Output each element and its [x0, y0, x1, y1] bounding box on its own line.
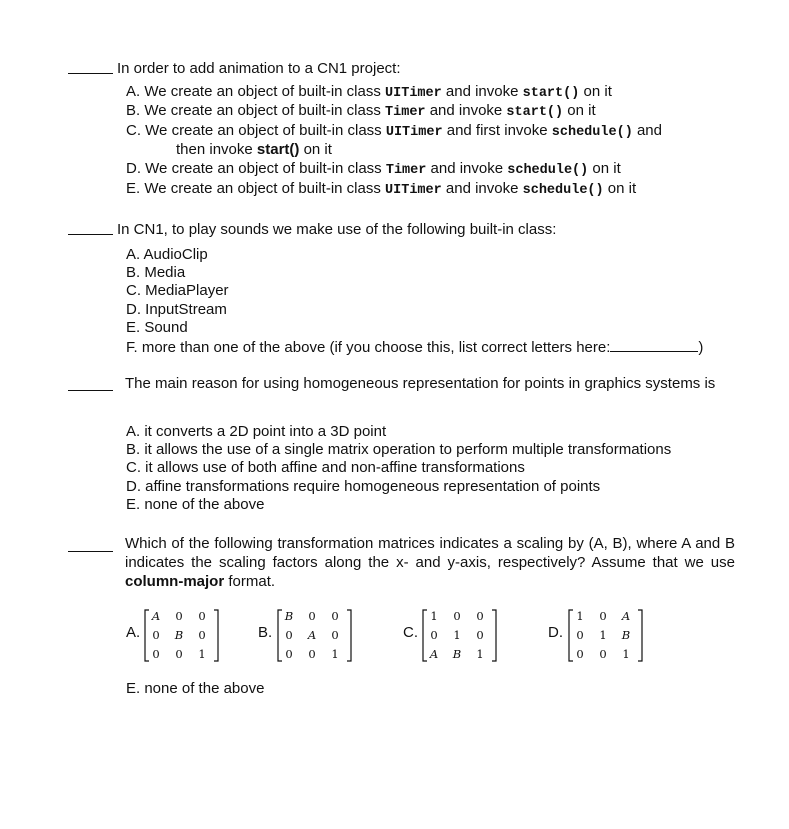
q2-stem: In CN1, to play sounds we make use of the following built-in class:	[117, 221, 557, 238]
matrix-cell: A	[429, 647, 439, 661]
left-bracket	[278, 610, 282, 661]
right-bracket	[638, 610, 642, 661]
q1-option-c: C. We create an object of built-in class UITimer and first invoke schedule() and	[126, 122, 662, 140]
q4-matrix-options: A. A 0 0 0 B 0 0 0 1 B. B 0 0 0 A 0 0 0 1 C. 1 0 0 0 1 0 A B 1 D. 1 0 A 0 1 B 0 0 1	[0, 606, 789, 666]
matrix-cell: 0	[576, 628, 584, 642]
matrix-cell: 0	[599, 609, 607, 623]
matrix-a-grid	[142, 606, 228, 666]
matrix-cell: B	[452, 647, 462, 661]
matrix-cell: 0	[198, 609, 206, 623]
right-bracket	[492, 610, 496, 661]
q3-stem: The main reason for using homogeneous representation for points in graphics systems is	[125, 375, 716, 392]
matrix-cell: 0	[476, 628, 484, 642]
q1-stem: In order to add animation to a CN1 project:	[117, 60, 401, 77]
q3-option-b: B. it allows the use of a single matrix operation to perform multiple transformations	[126, 441, 672, 458]
q4-stem: Which of the following transformation matrices indicates a scaling by (A, B), where A and B indicates the scaling factors along the x- and y-axis, respectively? Assume that we use column-major format.	[125, 535, 735, 590]
q2-option-a: A. AudioClip	[126, 246, 208, 263]
matrix-d-grid	[566, 606, 652, 666]
right-bracket	[214, 610, 218, 661]
matrix-cell: A	[307, 628, 317, 642]
q1-option-a: A. We create an object of built-in class UITimer and invoke start() on it	[126, 83, 612, 101]
matrix-cell: 0	[152, 628, 160, 642]
q2-option-e: E. Sound	[126, 319, 188, 336]
matrix-cell: 0	[308, 609, 316, 623]
matrix-cell: 0	[576, 647, 584, 661]
matrix-cell: A	[151, 609, 161, 623]
left-bracket	[569, 610, 573, 661]
matrix-cell: 1	[331, 647, 339, 661]
matrix-cell: 0	[331, 628, 339, 642]
matrix-c-grid	[420, 606, 506, 666]
matrix-b-grid	[275, 606, 361, 666]
q4-option-e: E. none of the above	[126, 680, 265, 697]
q2-option-c: C. MediaPlayer	[126, 282, 229, 299]
matrix-cell: B	[174, 628, 184, 642]
matrix-cell: 0	[453, 609, 461, 623]
matrix-cell: 1	[576, 609, 584, 623]
q2-option-d: D. InputStream	[126, 301, 227, 318]
matrix-cell: 0	[599, 647, 607, 661]
left-bracket	[145, 610, 149, 661]
matrix-cell: 1	[453, 628, 461, 642]
matrix-cell: 1	[476, 647, 484, 661]
left-bracket	[423, 610, 427, 661]
q2-option-b: B. Media	[126, 264, 186, 281]
right-bracket	[347, 610, 351, 661]
q3-option-d: D. affine transformations require homogeneous representation of points	[126, 478, 601, 495]
q1-option-e: E. We create an object of built-in class UITimer and invoke schedule() on it	[126, 180, 637, 198]
matrix-cell: 0	[152, 647, 160, 661]
q2-option-f: F. more than one of the above (if you choose this, list correct letters here: )	[126, 339, 704, 356]
matrix-cell: 1	[599, 628, 607, 642]
matrix-cell: 0	[175, 609, 183, 623]
answer-blank-q2[interactable]	[68, 234, 113, 235]
q3-option-e: E. none of the above	[126, 496, 265, 513]
answer-blank-q1[interactable]	[68, 73, 113, 74]
matrix-cell: 0	[285, 628, 293, 642]
q1-option-c-continued: then invoke start() on it	[176, 141, 332, 158]
matrix-cell: 0	[430, 628, 438, 642]
letters-blank[interactable]	[610, 338, 698, 352]
q3-option-a: A. it converts a 2D point into a 3D point	[126, 423, 387, 440]
matrix-cell: 0	[285, 647, 293, 661]
matrix-cell: B	[621, 628, 631, 642]
matrix-cell: 0	[331, 609, 339, 623]
matrix-cell: 0	[175, 647, 183, 661]
matrix-cell: 1	[430, 609, 438, 623]
q3-option-c: C. it allows use of both affine and non-affine transformations	[126, 459, 525, 476]
matrix-cell: 1	[198, 647, 206, 661]
matrix-cell: A	[621, 609, 631, 623]
matrix-cell: B	[284, 609, 294, 623]
q1-option-d: D. We create an object of built-in class Timer and invoke schedule() on it	[126, 160, 621, 178]
matrix-cell: 1	[622, 647, 630, 661]
matrix-cell: 0	[308, 647, 316, 661]
matrix-cell: 0	[198, 628, 206, 642]
answer-blank-q3[interactable]	[68, 390, 113, 391]
matrix-cell: 0	[476, 609, 484, 623]
q1-option-b: B. We create an object of built-in class Timer and invoke start() on it	[126, 102, 596, 120]
answer-blank-q4[interactable]	[68, 551, 113, 552]
